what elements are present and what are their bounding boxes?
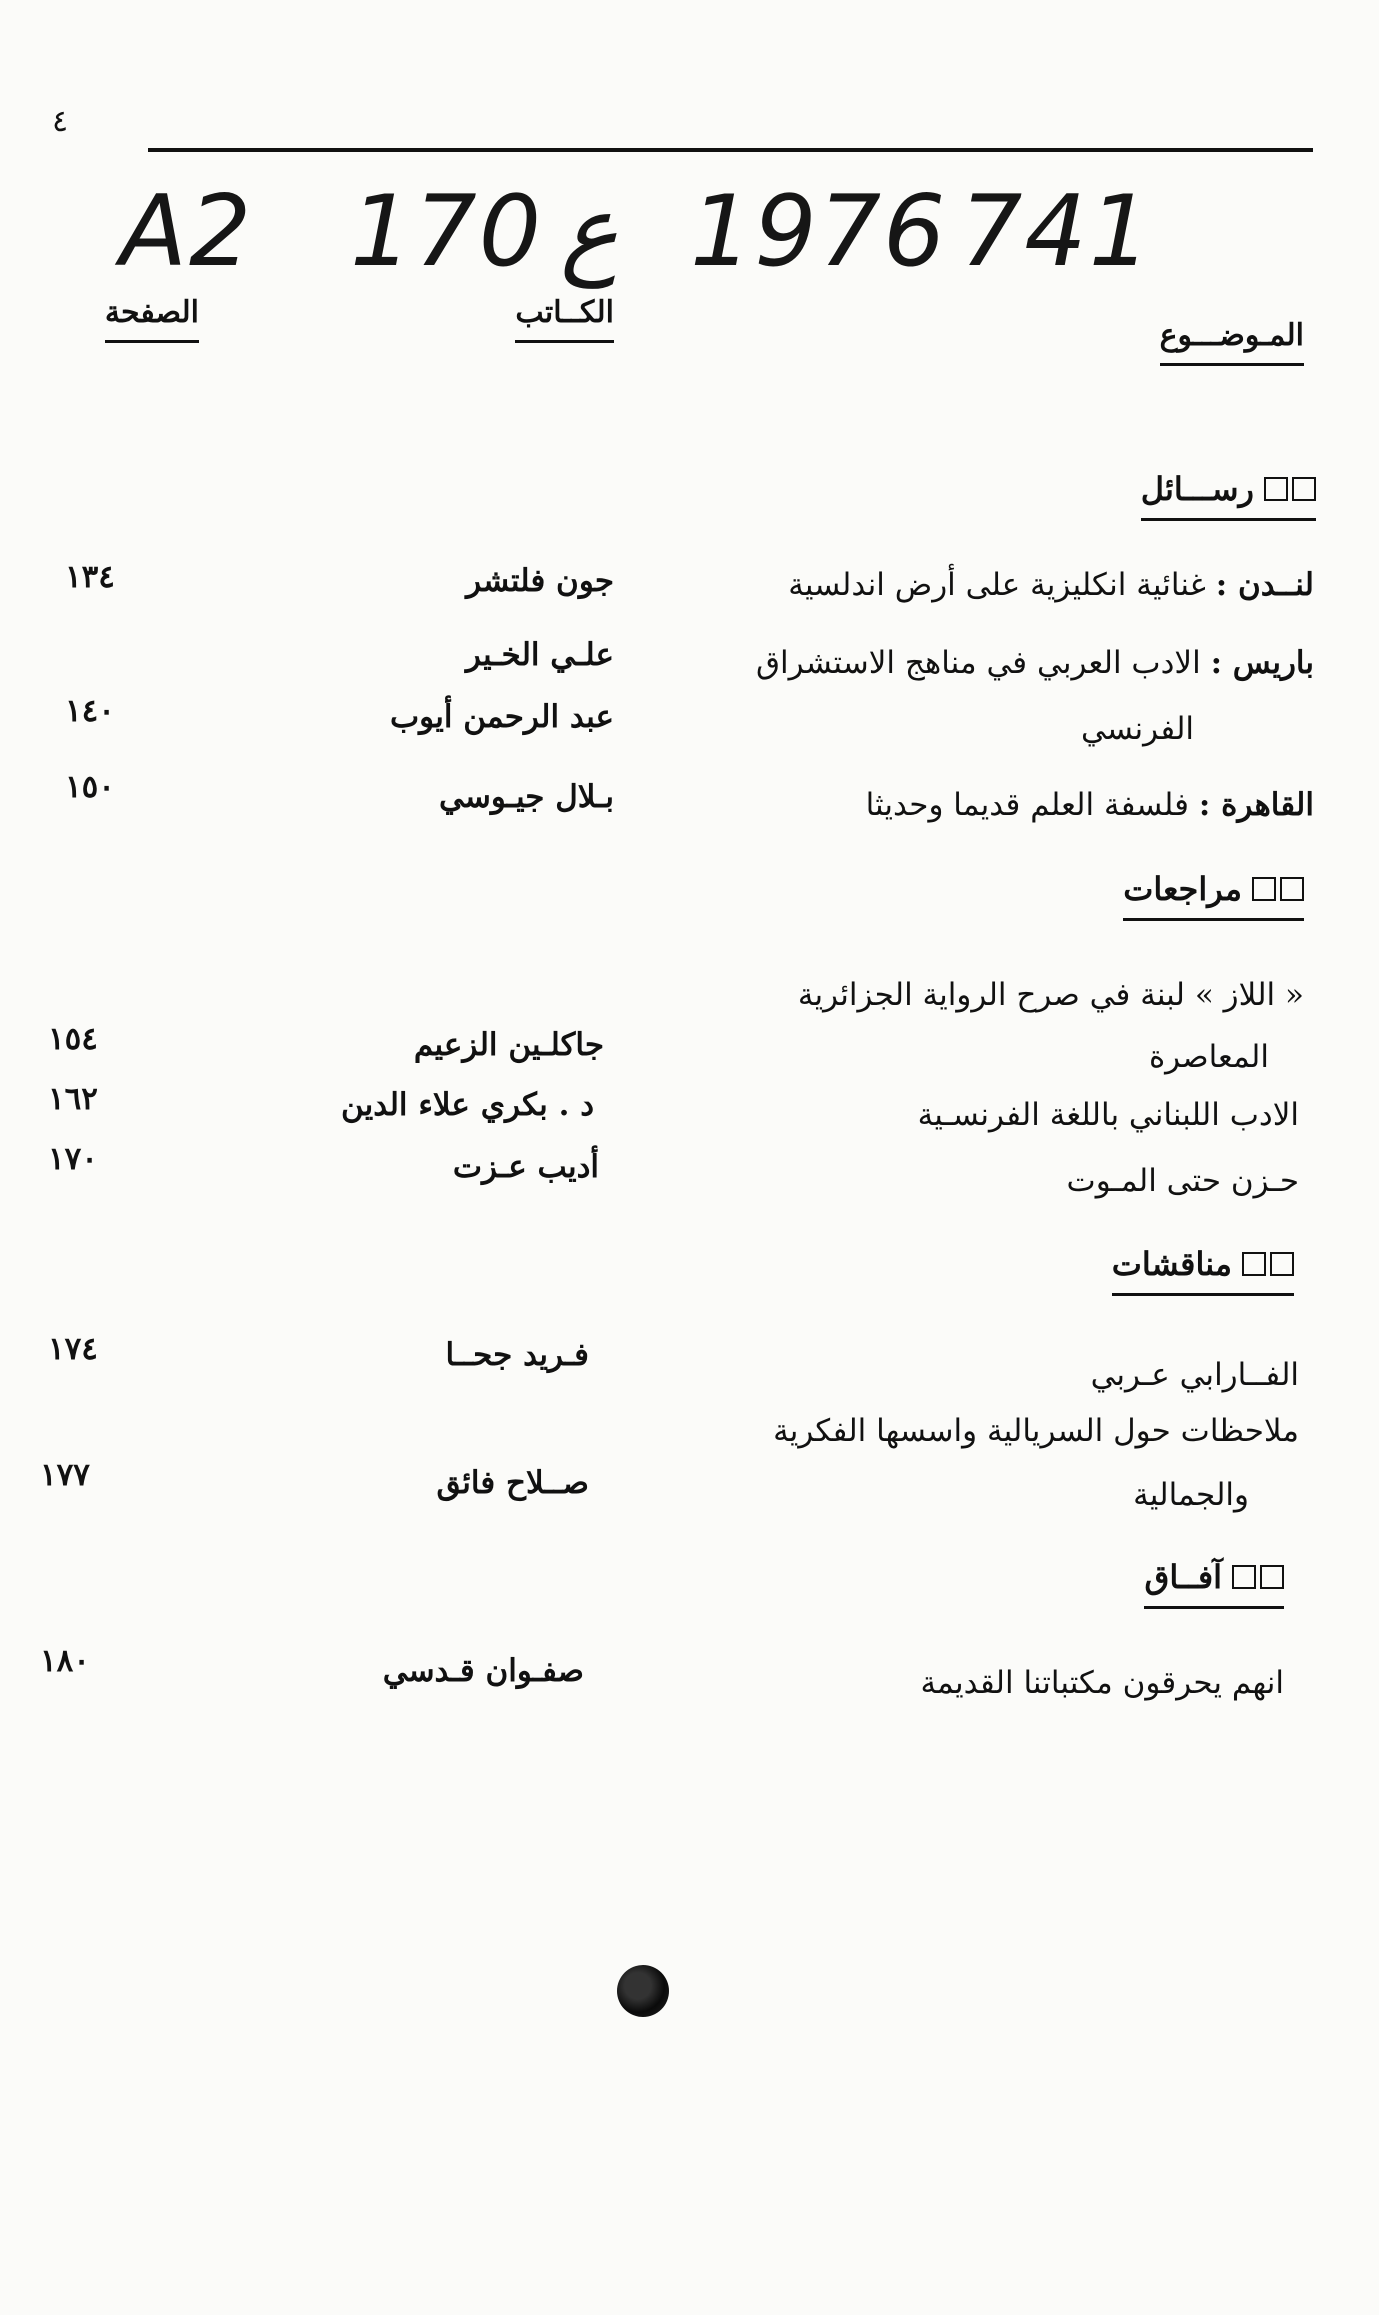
- page-number: ٤: [52, 104, 69, 139]
- toc-author: عبد الرحمن أيوب: [390, 699, 614, 735]
- toc-page: ١٧٧: [40, 1457, 90, 1493]
- toc-page: ١٧٠: [48, 1141, 98, 1177]
- toc-topic: [788, 550, 1314, 620]
- section-label: مناقشات: [1111, 1245, 1232, 1283]
- toc-topic: حـزن حتى المـوت: [1066, 1163, 1299, 1199]
- toc-topic: الفــارابي عـربي: [1090, 1357, 1299, 1393]
- handwritten-code-4: 1976: [690, 175, 948, 289]
- toc-page: ١٥٠: [65, 769, 115, 805]
- section-label: مراجعات: [1123, 870, 1242, 908]
- top-rule: [148, 148, 1313, 152]
- double-box-icon: [1264, 477, 1316, 501]
- toc-topic: انهم يحرقون مكتباتنا القديمة: [920, 1665, 1284, 1701]
- toc-page: ١٣٤: [65, 559, 115, 595]
- section-title-horizons: [1144, 1558, 1284, 1609]
- toc-author: صــلاح فائق: [436, 1465, 589, 1501]
- toc-author: جون فلتشر: [466, 563, 614, 599]
- handwritten-code-2: 170: [350, 175, 544, 289]
- toc-topic: المعاصرة: [1148, 1039, 1269, 1075]
- toc-city: القاهرة :: [1198, 787, 1314, 823]
- section-label: آفــاق: [1144, 1558, 1222, 1596]
- header-page: الصفحة: [105, 295, 199, 343]
- double-box-icon: [1242, 1252, 1294, 1276]
- toc-city: لنــدن :: [1215, 567, 1314, 603]
- section-title-discussions: [1112, 1245, 1294, 1296]
- toc-topic-text: الادب العربي في مناهج الاستشراق: [755, 645, 1201, 681]
- section-title-letters: [1141, 470, 1316, 521]
- toc-topic-text: غنائية انكليزية على أرض اندلسية: [788, 567, 1206, 603]
- toc-topic: ملاحظات حول السريالية واسسها الفكرية: [773, 1413, 1299, 1449]
- double-box-icon: [1252, 877, 1304, 901]
- toc-topic: الفرنسي: [1081, 711, 1194, 747]
- toc-author: جاكلـين الزعيم: [413, 1027, 604, 1063]
- handwritten-code-3: ع: [560, 175, 619, 289]
- header-author: الكــاتب: [515, 295, 614, 343]
- toc-page: ١٨٠: [40, 1643, 90, 1679]
- header-topic: المـوضـــوع: [1160, 318, 1304, 366]
- toc-topic: الادب اللبناني باللغة الفرنسـية: [917, 1097, 1299, 1133]
- toc-author: فـريد جحــا: [445, 1337, 589, 1373]
- toc-author: بـلال جيـوسي: [439, 779, 614, 815]
- toc-page: ١٦٢: [48, 1081, 98, 1117]
- toc-author: د . بكري علاء الدين: [340, 1087, 594, 1123]
- toc-topic-text: فلسفة العلم قديما وحديثا: [865, 787, 1190, 823]
- toc-topic: والجمالية: [1133, 1477, 1249, 1513]
- toc-topic: [756, 628, 1314, 698]
- ink-stamp-icon: [617, 1965, 669, 2017]
- double-box-icon: [1232, 1565, 1284, 1589]
- handwritten-code-1: A2: [120, 175, 254, 289]
- toc-topic: « اللاز » لبنة في صرح الرواية الجزائرية: [797, 977, 1304, 1013]
- handwritten-code-5: 741: [960, 175, 1154, 289]
- toc-page: ١٥٤: [48, 1021, 98, 1057]
- section-label: رســـائل: [1140, 470, 1254, 508]
- toc-page: ١٤٠: [65, 693, 115, 729]
- section-title-reviews: [1123, 870, 1304, 921]
- toc-topic: [866, 770, 1314, 840]
- toc-city: باريس :: [1210, 645, 1314, 681]
- toc-author: أديب عـزت: [452, 1149, 599, 1185]
- toc-page: ١٧٤: [48, 1331, 98, 1367]
- toc-author: صفـوان قـدسي: [382, 1653, 584, 1689]
- toc-author: علـي الخـير: [465, 637, 614, 673]
